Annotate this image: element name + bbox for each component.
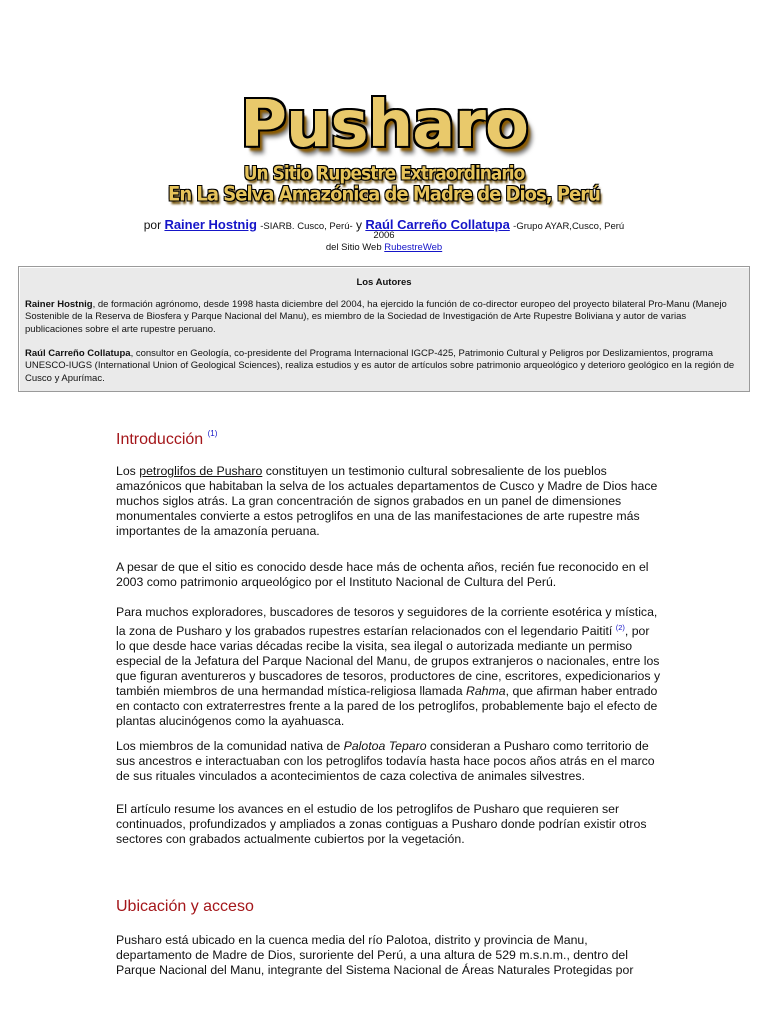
intro-p1-rest: constituyen un testimonio cultural sobresaliente de los pueblos amazónicos que habitaban la selva de los actuales departamentos de Cusco y Madre de Dios hace muchos siglos atrás. La gran concentración de signos grabados en un panel de dimensiones monumentales convierte a estos petroglifos en una de las manifestaciones de arte rupestre más importantes de la amazonía peruana. <box>116 464 658 538</box>
intro-p4-rest: consideran a Pusharo como territorio de sus ancestros e interactuaban con los petroglifos todavía hasta hace pocos años atrás en el marco de sus rituales vinculados a acontecimientos de caza colectiva de animales silvestres. <box>116 739 655 783</box>
author2-affiliation: Grupo AYAR,Cusco, Perú <box>516 221 625 232</box>
petroglifos-link[interactable]: petroglifos de Pusharo <box>139 464 263 478</box>
author1-bio <box>25 299 743 336</box>
author2-name: Raúl Carreño Collatupa <box>25 348 131 359</box>
author1-bio-text: , de formación agrónomo, desde 1998 hasta diciembre del 2004, ha ejercido la función de co-director europeo del proyecto bilateral Pro-Manu (Manejo Sostenible de la Reserva de Biosfera y Parque Nacional del Manu), es miembro de la Sociedad de Investigación de Arte Rupestre Boliviana y autor de varias publicaciones sobre el arte rupestre peruano. <box>25 299 727 335</box>
author2-bio-text: , consultor en Geología, co-presidente del Programa Internacional IGCP-425, Patrimonio Cultural y Peligros por Deslizamientos, programa UNESCO-IUGS (International Union of Geological Sciences), realiza estudios y es autor de artículos sobre patrimonio arqueológico y deterioro geológico en la región de Cusco y Apurímac. <box>25 348 735 384</box>
intro-paragraph-4 <box>116 739 661 784</box>
intro-p3-end: , que afirman haber entrado en contacto con extraterrestres frente a la pared de los petroglifos, probablemente bajo el efecto de plantas alucinógenos como la ayahuasca. <box>116 684 658 729</box>
author2-link[interactable]: Raúl Carreño Collatupa <box>365 217 510 232</box>
publication-year: 2006 <box>373 230 395 241</box>
author1-name: Rainer Hostnig <box>25 299 93 310</box>
author1-link[interactable]: Rainer Hostnig <box>164 217 257 232</box>
website-credit <box>0 242 768 253</box>
intro-paragraph-5: El artículo resume los avances en el estudio de los petroglifos de Pusharo que requieren ser continuados, profundizados y ampliados a zonas contiguas a Pusharo donde podrían existir otros sectores con grabados actualmente cubiertos por la vegetación. <box>116 802 647 846</box>
intro-footnote-link[interactable]: (1) <box>207 429 218 438</box>
rahma-italic: Rahma <box>465 684 506 699</box>
authors-box-title: Los Autores <box>356 277 412 288</box>
author1-affiliation: SIARB. Cusco, Perú <box>263 221 350 232</box>
intro-p4-start: Los miembros de la comunidad nativa de <box>116 739 344 753</box>
intro-paragraph-1 <box>116 464 661 539</box>
authors-box <box>18 266 750 392</box>
author2-bio <box>25 348 743 385</box>
title-logo <box>0 88 768 214</box>
logo-subtitle-2: En La Selva Amazónica de Madre de Dios, Perú <box>168 182 600 207</box>
location-paragraph-1: Pusharo está ubicado en la cuenca media del río Palotoa, distrito y provincia de Manu, departamento de Madre de Dios, suroriente del Perú, a una altura de 529 m.s.n.m., dentro del Parque Nacional del Manu, integrante del Sistema Nacional de Áreas Naturales Protegidas por <box>116 933 634 977</box>
intro-paragraph-2: A pesar de que el sitio es conocido desde hace más de ochenta años, recién fue reconocido en el 2003 como patrimonio arqueológico por el Instituto Nacional de Cultura del Perú. <box>116 560 649 589</box>
byline: por Rainer Hostnig -SIARB. Cusco, Perú- y Raúl Carreño Collatupa -Grupo AYAR,Cusco, Perú <box>143 217 625 232</box>
logo-subtitle-1: Un Sitio Rupestre Extraordinario <box>243 163 525 185</box>
website-prefix: del Sitio Web <box>325 242 382 253</box>
location-heading: Ubicación y acceso <box>116 898 254 915</box>
logo-title: Pusharo <box>240 88 528 162</box>
byline-conjunction: y <box>356 218 362 232</box>
intro-p1-start: Los <box>116 464 140 478</box>
intro-p3-middle: , por lo que desde hace varias décadas recibe la visita, sea ilegal o autorizada mediante un permiso especial de la Jefatura del Parque Nacional del Manu, de grupos extranjeros o nacionales, entre los que figuran aventureros y buscadores de tesoros, productores de cine, escritores, expedicionarios y también miembros de una hermandad mística-religiosa llamada <box>116 624 661 699</box>
palotoa-italic: Palotoa Teparo <box>343 739 427 753</box>
footnote-2-link[interactable]: (2) <box>615 623 625 632</box>
intro-paragraph-3 <box>116 605 661 729</box>
intro-title: Introducción <box>116 431 204 448</box>
website-link[interactable]: RubestreWeb <box>384 242 443 253</box>
byline-prefix: por <box>143 218 162 232</box>
intro-heading <box>116 431 217 449</box>
intro-p3-start: Para muchos exploradores, buscadores de tesoros y seguidores de la corriente esotérica y mística, la zona de Pusharo y los grabados rupestres estarían relacionados con el legendario Paitití <box>116 605 658 639</box>
